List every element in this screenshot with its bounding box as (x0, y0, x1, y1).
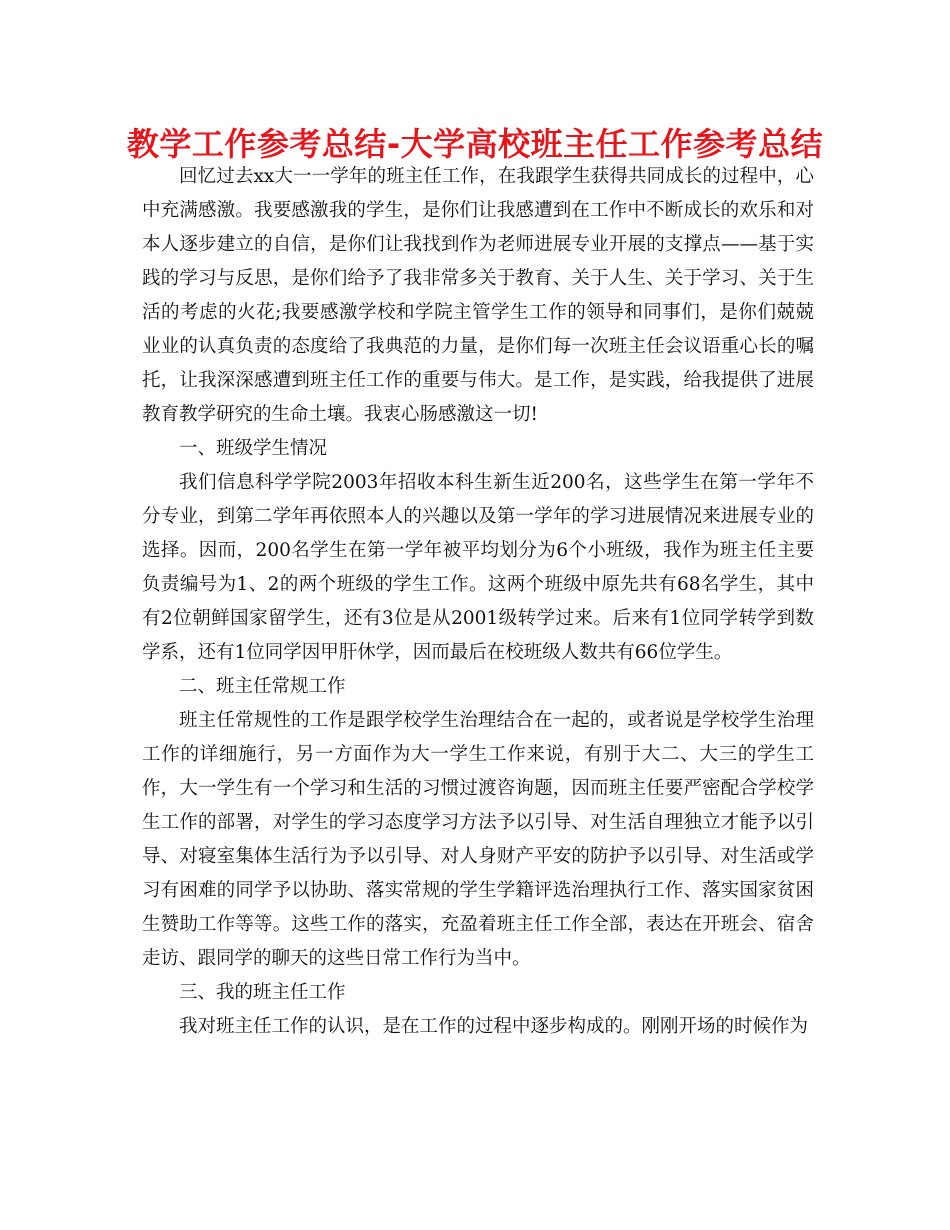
paragraph-intro: 回忆过去xx大一一学年的班主任工作，在我跟学生获得共同成长的过程中，心中充满感激。我要感激我的学生，是你们让我感遭到在工作中不断成长的欢乐和对本人逐步建立的自信，是你们让我找到作为老师进展专业开展的支撑点——基于实践的学习与反思，是你们给予了我非常多关于教育、关于人生、关于学习、关于生活的考虑的火花;我要感激学校和学院主管学生工作的领导和同事们，是你们兢兢业业的认真负责的态度给了我典范的力量，是你们每一次班主任会议语重心长的嘱托，让我深深感遭到班主任工作的重要与伟大。是工作，是实践，给我提供了进展教育教学研究的生命土壤。我衷心肠感激这一切! (142, 166, 814, 425)
document-title: 教学工作参考总结-大学高校班主任工作参考总结 (126, 125, 824, 163)
section-heading-1: 一、班级学生情况 (179, 438, 328, 459)
section-heading-3: 三、我的班主任工作 (179, 982, 346, 1003)
document-body (142, 160, 814, 1044)
paragraph-routine-work: 班主任常规性的工作是跟学校学生治理结合在一起的，或者说是学校学生治理工作的详细施行，另一方面作为大一学生工作来说，有别于大二、大三的学生工作，大一学生有一个学习和生活的习惯过渡咨询题，因而班主任要严密配合学校学生工作的部署，对学生的学习态度学习方法予以引导、对生活自理独立才能予以引导、对寝室集体生活行为予以引导、对人身财产平安的防护予以引导、对生活或学习有困难的同学予以协助、落实常规的学生学籍评选治理执行工作、落实国家贫困生赞助工作等等。这些工作的落实，充盈着班主任工作全部，表达在开班会、宿舍走访、跟同学的聊天的这些日常工作行为当中。 (142, 710, 814, 969)
section-heading-2: 二、班主任常规工作 (179, 676, 346, 697)
paragraph-my-work: 我对班主任工作的认识，是在工作的过程中逐步构成的。刚刚开场的时候作为 (179, 1016, 809, 1037)
paragraph-class-info: 我们信息科学学院2003年招收本科生新生近200名，这些学生在第一学年不分专业，到第二学年再依照本人的兴趣以及第一学年的学习进展情况来进展专业的选择。因而，200名学生在第一学年被平均划分为6个小班级，我作为班主任主要负责编号为1、2的两个班级的学生工作。这两个班级中原先共有68名学生，其中有2位朝鲜国家留学生，还有3位是从2001级转学过来。后来有1位同学转学到数学系，还有1位同学因甲肝休学，因而最后在校班级人数共有66位学生。 (142, 472, 814, 663)
